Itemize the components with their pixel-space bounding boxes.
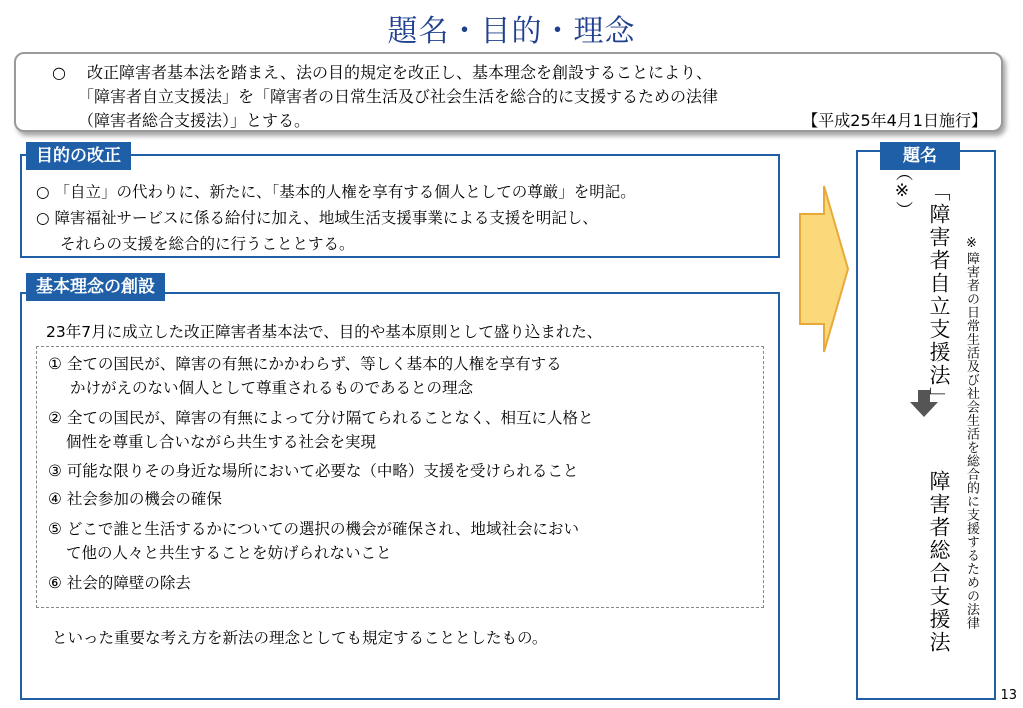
principle-item-1: ① 全ての国民が、障害の有無にかかわらず、等しく基本的人権を享有する	[48, 355, 562, 373]
effective-date: 【平成25年4月1日施行】	[802, 111, 987, 130]
basic-closing: といった重要な考え方を新法の理念としても規定することとしたもの。	[52, 629, 548, 647]
intro-line-1: ○ 改正障害者基本法を踏まえ、法の目的規定を改正し、基本理念を創設することにより、	[52, 63, 713, 82]
right-arrow-icon	[796, 184, 852, 354]
principle-item-3: ③ 可能な限りその身近な場所において必要な（中略）支援を受けられること	[48, 462, 579, 480]
principle-item-2: ② 全ての国民が、障害の有無によって分け隔てられることなく、相互に人格と	[48, 409, 594, 427]
intro-line-2: 「障害者自立支援法」を「障害者の日常生活及び社会生活を総合的に支援するための法律	[78, 87, 719, 106]
principle-item-5: ⑤ どこで誰と生活するかについての選択の機会が確保され、地域社会におい	[48, 520, 579, 538]
intro-box	[14, 52, 1003, 132]
principle-item-6: ⑥ 社会的障壁の除去	[48, 574, 191, 592]
basic-lead: 23年7月に成立した改正障害者基本法で、目的や基本原則として盛り込まれた、	[46, 323, 603, 341]
purpose-line-3: それらの支援を総合的に行うこととする。	[60, 235, 355, 253]
intro-line-3: （障害者総合支援法）」とする。	[78, 111, 311, 130]
law-name-label: 題名	[880, 142, 960, 170]
old-law-name: 「障害者自立支援法」	[927, 180, 951, 410]
purpose-label: 目的の改正	[26, 142, 131, 170]
page-title: 題名・目的・理念	[387, 14, 636, 49]
note-mark: （※）	[892, 164, 912, 218]
basic-principle-label: 基本理念の創設	[26, 273, 165, 301]
principle-item-2-cont: 個性を尊重し合いながら共生する社会を実現	[66, 433, 377, 451]
new-law-name: 障害者総合支援法	[927, 470, 951, 654]
purpose-line-2: ○ 障害福祉サービスに係る給付に加え、地域生活支援事業による支援を明記し、	[36, 209, 598, 227]
down-arrow-icon	[909, 390, 939, 418]
principle-item-4: ④ 社会参加の機会の確保	[48, 490, 222, 508]
principle-item-5-cont: て他の人々と共生することを妨げられないこと	[66, 544, 392, 562]
law-full-name-note: ※障害者の日常生活及び社会生活を総合的に支援するための法律	[964, 236, 979, 630]
purpose-line-1: ○ 「自立」の代わりに、新たに、「基本的人権を享有する個人としての尊厳」を明記。	[36, 183, 636, 201]
principle-item-1-cont: かけがえのない個人として尊重されるものであるとの理念	[70, 379, 474, 397]
page-number: 13	[1000, 688, 1017, 703]
